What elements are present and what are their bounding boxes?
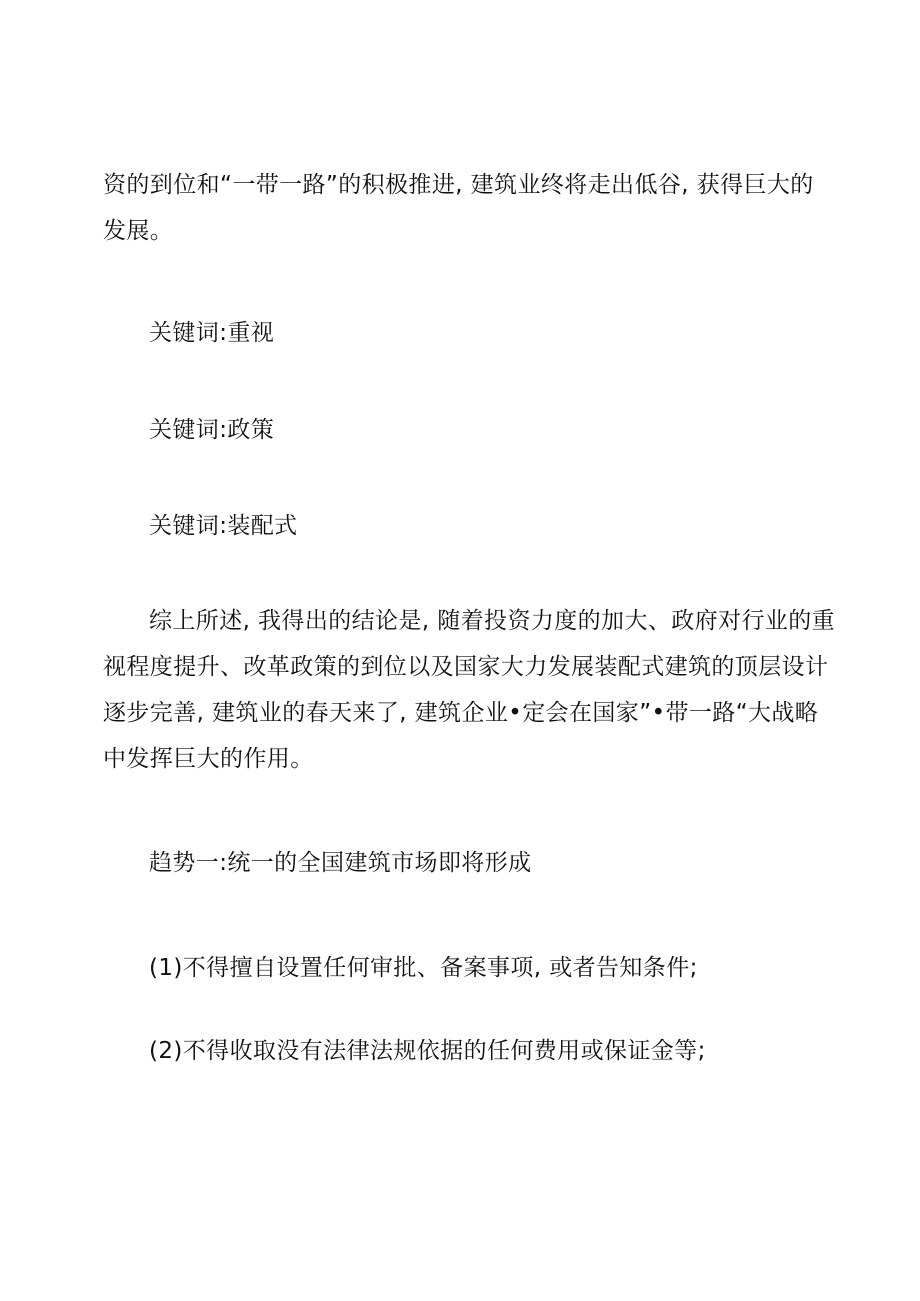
keyword-value: 装配式	[227, 513, 298, 539]
conclusion-line-2: 视程度提升、改革政策的到位以及国家大力发展装配式建筑的顶层设计	[103, 654, 829, 680]
keyword-line-1	[103, 310, 825, 356]
keyword-separator: :	[219, 513, 228, 539]
keyword-line-2	[103, 407, 825, 453]
keyword-label: 关键词	[149, 320, 220, 346]
trend-label: 趋势一	[149, 850, 220, 876]
intro-line-1: 资的到位和“一带一路”的积极推进, 建筑业终将走出低谷, 获得巨大的	[103, 172, 814, 198]
keyword-line-3	[103, 503, 825, 549]
conclusion-line-4: 中发挥巨大的作用。	[103, 746, 314, 772]
list-item-2	[103, 1028, 825, 1074]
trend-separator: :	[219, 850, 228, 876]
trend-heading	[103, 840, 825, 886]
conclusion-line-3: 逐步完善, 建筑业的春天来了, 建筑企业•定会在国家”•带一路“大战略	[103, 700, 819, 726]
keyword-separator: :	[219, 417, 228, 443]
conclusion-paragraph	[103, 598, 836, 782]
keyword-label: 关键词	[149, 513, 220, 539]
list-item-text: (2)不得收取没有法律法规依据的任何费用或保证金等;	[149, 1038, 706, 1064]
keyword-value: 重视	[227, 320, 275, 346]
intro-paragraph	[103, 162, 825, 254]
trend-title: 统一的全国建筑市场即将形成	[227, 850, 532, 876]
keyword-separator: :	[219, 320, 228, 346]
list-item-text: (1)不得擅自设置任何审批、备案事项, 或者告知条件;	[149, 955, 698, 981]
keyword-label: 关键词	[149, 417, 220, 443]
list-item-1	[103, 945, 825, 991]
conclusion-line-1: 综上所述, 我得出的结论是, 随着投资力度的加大、政府对行业的重	[149, 608, 836, 634]
keyword-value: 政策	[227, 417, 275, 443]
intro-line-2: 发展。	[103, 218, 174, 244]
